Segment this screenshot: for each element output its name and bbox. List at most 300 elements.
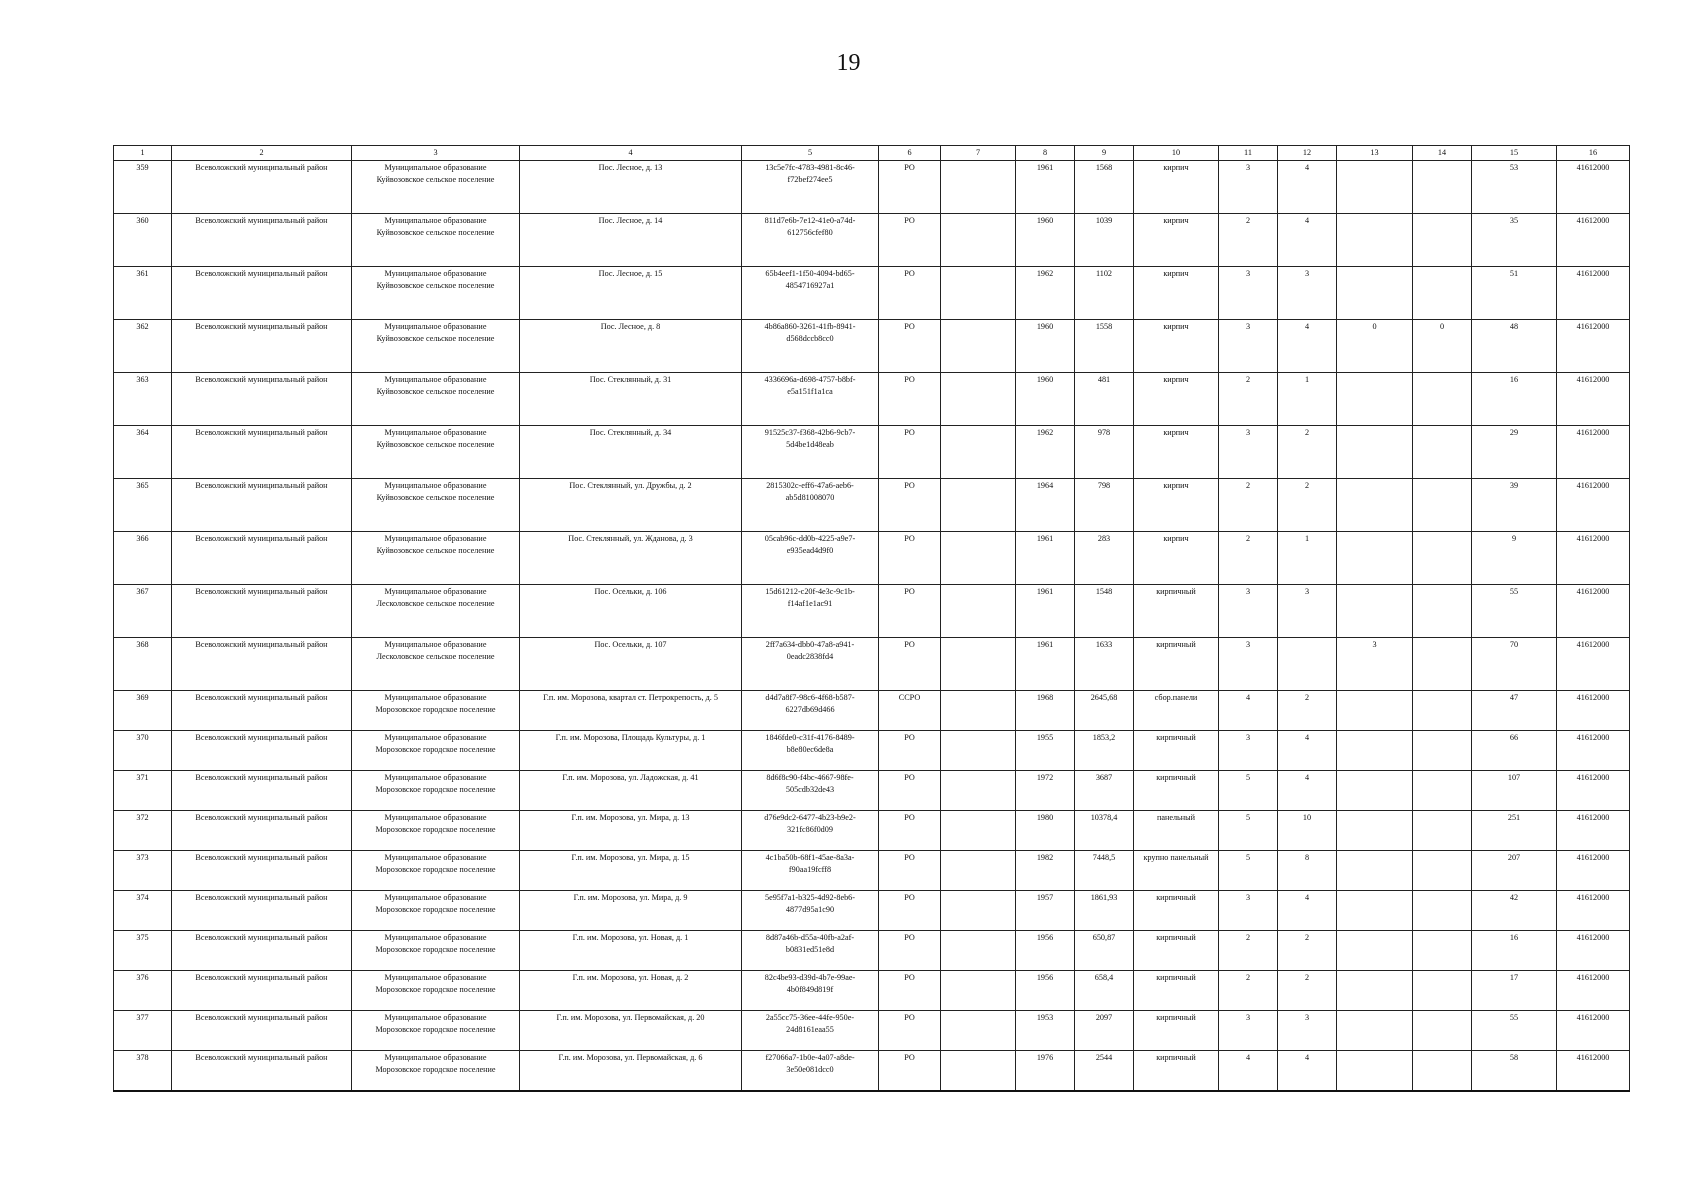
table-cell: [941, 1011, 1016, 1051]
table-cell: [941, 479, 1016, 532]
table-cell: 4: [1278, 320, 1337, 373]
cell-line: 4c1ba50b-68f1-45ae-8a3a-: [765, 853, 855, 862]
table-row: [114, 771, 1630, 811]
table-cell: кирпичный: [1134, 891, 1219, 931]
table-cell: 5: [1219, 851, 1278, 891]
table-cell: кирпичный: [1134, 638, 1219, 691]
column-header: 6: [879, 146, 941, 161]
table-cell: [742, 731, 879, 771]
cell-line: 91525c37-f368-42b6-9cb7-: [764, 428, 856, 437]
table-cell: 1: [1278, 532, 1337, 585]
table-row: [114, 161, 1630, 214]
cell-line: Куйвозовское сельское поселение: [376, 281, 495, 290]
table-cell: 70: [1472, 638, 1557, 691]
table-cell: Всеволожский муниципальный район: [172, 731, 352, 771]
cell-line: 24d8161eaa55: [786, 1025, 834, 1034]
table-cell: [352, 161, 520, 214]
table-cell: 3: [1219, 638, 1278, 691]
table-cell: 4: [1278, 161, 1337, 214]
table-cell: 2097: [1075, 1011, 1134, 1051]
table-cell: 2645,68: [1075, 691, 1134, 731]
table-cell: [1337, 532, 1413, 585]
table-cell: 3: [1219, 426, 1278, 479]
table-cell: 369: [114, 691, 172, 731]
table-cell: Пос. Лесное, д. 13: [520, 161, 742, 214]
table-cell: [352, 1011, 520, 1051]
table-cell: 5: [1219, 771, 1278, 811]
cell-line: Куйвозовское сельское поселение: [376, 440, 495, 449]
cell-line: f14af1e1ac91: [787, 599, 833, 608]
table-cell: [352, 851, 520, 891]
table-cell: 207: [1472, 851, 1557, 891]
table-cell: 7448,5: [1075, 851, 1134, 891]
table-cell: кирпич: [1134, 532, 1219, 585]
table-cell: [742, 771, 879, 811]
table-cell: РО: [879, 320, 941, 373]
table-cell: 3687: [1075, 771, 1134, 811]
table-cell: [742, 267, 879, 320]
table-cell: [941, 851, 1016, 891]
table-cell: [1337, 479, 1413, 532]
table-cell: 41612000: [1557, 731, 1630, 771]
table-cell: 1960: [1016, 373, 1075, 426]
table-cell: 366: [114, 532, 172, 585]
table-cell: [1413, 373, 1472, 426]
cell-line: Муниципальное образование: [384, 269, 487, 278]
cell-line: 2815302c-eff6-47a6-aeb6-: [766, 481, 854, 490]
table-cell: 371: [114, 771, 172, 811]
table-cell: 1633: [1075, 638, 1134, 691]
table-cell: 53: [1472, 161, 1557, 214]
table-cell: 1961: [1016, 638, 1075, 691]
table-cell: 362: [114, 320, 172, 373]
cell-line: 4b0f849d819f: [786, 985, 834, 994]
table-cell: сбор.панели: [1134, 691, 1219, 731]
table-cell: [742, 931, 879, 971]
page-number: 19: [836, 50, 861, 76]
table-row: [114, 971, 1630, 1011]
table-cell: Всеволожский муниципальный район: [172, 479, 352, 532]
table-cell: 4: [1278, 731, 1337, 771]
table-cell: 41612000: [1557, 161, 1630, 214]
cell-line: Морозовское городское поселение: [375, 1065, 496, 1074]
table-cell: 658,4: [1075, 971, 1134, 1011]
table-cell: 3: [1219, 731, 1278, 771]
cell-line: Муниципальное образование: [384, 733, 487, 742]
table-cell: 41612000: [1557, 971, 1630, 1011]
table-cell: [352, 585, 520, 638]
table-cell: РО: [879, 731, 941, 771]
table-cell: 55: [1472, 1011, 1557, 1051]
table-cell: Всеволожский муниципальный район: [172, 811, 352, 851]
table-cell: Пос. Стеклянный, д. 34: [520, 426, 742, 479]
table-cell: 4: [1219, 1051, 1278, 1092]
cell-line: 4877d95a1c90: [785, 905, 835, 914]
table-cell: Всеволожский муниципальный район: [172, 1051, 352, 1092]
cell-line: f72bef274ee5: [787, 175, 833, 184]
cell-line: Муниципальное образование: [384, 853, 487, 862]
table-cell: панельный: [1134, 811, 1219, 851]
table-cell: 1548: [1075, 585, 1134, 638]
table-cell: 367: [114, 585, 172, 638]
table-cell: [1337, 585, 1413, 638]
table-cell: Пос. Лесное, д. 8: [520, 320, 742, 373]
cell-line: ab5d81008070: [785, 493, 835, 502]
table-cell: кирпич: [1134, 479, 1219, 532]
table-cell: [1413, 891, 1472, 931]
table-cell: [742, 479, 879, 532]
table-cell: 798: [1075, 479, 1134, 532]
table-cell: 41612000: [1557, 638, 1630, 691]
table-cell: 1960: [1016, 214, 1075, 267]
cell-line: 4336696a-d698-4757-b8bf-: [764, 375, 856, 384]
cell-line: Куйвозовское сельское поселение: [376, 334, 495, 343]
table-cell: [1413, 851, 1472, 891]
cell-line: 505cdb32de43: [785, 785, 835, 794]
cell-line: Муниципальное образование: [384, 375, 487, 384]
table-cell: [352, 891, 520, 931]
cell-line: Лесколовское сельское поселение: [376, 652, 495, 661]
table-cell: 107: [1472, 771, 1557, 811]
table-cell: 41612000: [1557, 532, 1630, 585]
table-cell: 1853,2: [1075, 731, 1134, 771]
table-cell: 2: [1278, 691, 1337, 731]
table-cell: 374: [114, 891, 172, 931]
table-cell: 17: [1472, 971, 1557, 1011]
table-cell: 372: [114, 811, 172, 851]
table-cell: [742, 811, 879, 851]
table-cell: 2: [1219, 971, 1278, 1011]
table-cell: кирпич: [1134, 267, 1219, 320]
cell-line: 1846fde0-c31f-4176-8489-: [765, 733, 855, 742]
table-cell: 3: [1278, 267, 1337, 320]
table-cell: [742, 1051, 879, 1092]
table-cell: Пос. Лесное, д. 14: [520, 214, 742, 267]
table-cell: [1337, 811, 1413, 851]
table-cell: [352, 731, 520, 771]
cell-line: e5a151f1a1ca: [787, 387, 833, 396]
table-row: [114, 426, 1630, 479]
table-cell: 41612000: [1557, 771, 1630, 811]
table-cell: 2: [1219, 479, 1278, 532]
column-header: 8: [1016, 146, 1075, 161]
table-cell: 3: [1278, 585, 1337, 638]
table-cell: 41612000: [1557, 811, 1630, 851]
table-cell: Всеволожский муниципальный район: [172, 891, 352, 931]
cell-line: Муниципальное образование: [384, 640, 487, 649]
cell-line: 3e50e081dcc0: [786, 1065, 834, 1074]
table-cell: [941, 731, 1016, 771]
table-cell: 1972: [1016, 771, 1075, 811]
cell-line: Морозовское городское поселение: [375, 705, 496, 714]
table-cell: 360: [114, 214, 172, 267]
table-cell: [1337, 214, 1413, 267]
table-cell: [1413, 811, 1472, 851]
table-cell: кирпичный: [1134, 1011, 1219, 1051]
table-cell: [1337, 931, 1413, 971]
table-cell: Г.п. им. Морозова, ул. Новая, д. 2: [520, 971, 742, 1011]
table-cell: РО: [879, 267, 941, 320]
column-header: 12: [1278, 146, 1337, 161]
table-cell: Г.п. им. Морозова, ул. Новая, д. 1: [520, 931, 742, 971]
table-cell: 370: [114, 731, 172, 771]
table-cell: 377: [114, 1011, 172, 1051]
table-cell: Всеволожский муниципальный район: [172, 214, 352, 267]
table-cell: 3: [1219, 585, 1278, 638]
table-cell: [352, 479, 520, 532]
table-cell: [742, 214, 879, 267]
table-cell: 4: [1278, 891, 1337, 931]
table-cell: 47: [1472, 691, 1557, 731]
table-cell: Всеволожский муниципальный район: [172, 691, 352, 731]
cell-line: Морозовское городское поселение: [375, 745, 496, 754]
cell-line: f27066a7-1b0e-4a07-a8de-: [765, 1053, 855, 1062]
table-cell: 1039: [1075, 214, 1134, 267]
column-header: 1: [114, 146, 172, 161]
table-cell: [352, 373, 520, 426]
table-cell: 41612000: [1557, 373, 1630, 426]
cell-line: f90aa19fcff8: [788, 865, 832, 874]
table-cell: РО: [879, 891, 941, 931]
table-cell: [1337, 267, 1413, 320]
table-body: [114, 161, 1630, 1092]
table-cell: 16: [1472, 373, 1557, 426]
table-cell: Всеволожский муниципальный район: [172, 320, 352, 373]
table-cell: [742, 638, 879, 691]
table-cell: Всеволожский муниципальный район: [172, 771, 352, 811]
table-cell: [742, 532, 879, 585]
table-cell: 51: [1472, 267, 1557, 320]
cell-line: d568dccb8cc0: [786, 334, 834, 343]
table-cell: 3: [1219, 267, 1278, 320]
table-cell: [941, 373, 1016, 426]
table-cell: 41612000: [1557, 479, 1630, 532]
table-cell: 3: [1219, 1011, 1278, 1051]
cell-line: d4d7a8f7-98c6-4f68-b587-: [765, 693, 855, 702]
table-cell: 10: [1278, 811, 1337, 851]
table-cell: 3: [1219, 320, 1278, 373]
table-cell: [941, 638, 1016, 691]
table-cell: РО: [879, 585, 941, 638]
table-cell: Всеволожский муниципальный район: [172, 1011, 352, 1051]
table-cell: РО: [879, 373, 941, 426]
table-cell: кирпичный: [1134, 585, 1219, 638]
table-cell: [1413, 426, 1472, 479]
table-cell: 0: [1337, 320, 1413, 373]
table-cell: РО: [879, 479, 941, 532]
cell-line: Муниципальное образование: [384, 693, 487, 702]
table-cell: 368: [114, 638, 172, 691]
table-cell: 359: [114, 161, 172, 214]
table-cell: [1413, 532, 1472, 585]
cell-line: Муниципальное образование: [384, 1053, 487, 1062]
table-cell: 41612000: [1557, 1011, 1630, 1051]
table-cell: 4: [1219, 691, 1278, 731]
table-cell: Пос. Лесное, д. 15: [520, 267, 742, 320]
cell-line: Муниципальное образование: [384, 322, 487, 331]
table-cell: [352, 214, 520, 267]
table-cell: 1962: [1016, 267, 1075, 320]
cell-line: Куйвозовское сельское поселение: [376, 387, 495, 396]
table-cell: [742, 891, 879, 931]
table-row: [114, 851, 1630, 891]
table-cell: 361: [114, 267, 172, 320]
table-cell: [941, 161, 1016, 214]
table-cell: кирпич: [1134, 373, 1219, 426]
cell-line: b0831ed51e8d: [785, 945, 835, 954]
cell-line: 811d7e6b-7e12-41e0-a74d-: [764, 216, 856, 225]
table-cell: [742, 320, 879, 373]
table-cell: [742, 585, 879, 638]
cell-line: Морозовское городское поселение: [375, 785, 496, 794]
cell-line: 0eadc2838fd4: [786, 652, 834, 661]
table-cell: Пос. Стеклянный, ул. Жданова, д. 3: [520, 532, 742, 585]
cell-line: Муниципальное образование: [384, 973, 487, 982]
cell-line: Куйвозовское сельское поселение: [376, 493, 495, 502]
table-cell: 1982: [1016, 851, 1075, 891]
cell-line: Муниципальное образование: [384, 933, 487, 942]
cell-line: Куйвозовское сельское поселение: [376, 546, 495, 555]
table-cell: 42: [1472, 891, 1557, 931]
table-cell: [941, 214, 1016, 267]
table-cell: [1413, 931, 1472, 971]
table-cell: [941, 971, 1016, 1011]
table-cell: [1337, 1011, 1413, 1051]
cell-line: 2a55cc75-36ee-44fe-950e-: [765, 1013, 855, 1022]
cell-line: Муниципальное образование: [384, 773, 487, 782]
table-cell: Г.п. им. Морозова, ул. Мира, д. 13: [520, 811, 742, 851]
column-header: 11: [1219, 146, 1278, 161]
cell-line: Муниципальное образование: [384, 893, 487, 902]
table-cell: [941, 585, 1016, 638]
cell-line: 5d4be1d48eab: [786, 440, 834, 449]
column-number-row: [114, 146, 1630, 161]
table-cell: [352, 971, 520, 1011]
table-cell: [742, 426, 879, 479]
cell-line: 4854716927a1: [785, 281, 835, 290]
table-cell: [1413, 585, 1472, 638]
cell-line: e935ead4d9f0: [786, 546, 834, 555]
table-cell: Всеволожский муниципальный район: [172, 638, 352, 691]
table-row: [114, 532, 1630, 585]
column-header: 3: [352, 146, 520, 161]
table-cell: [1278, 638, 1337, 691]
table-cell: 1976: [1016, 1051, 1075, 1092]
table-cell: [1337, 373, 1413, 426]
table-cell: кирпич: [1134, 426, 1219, 479]
cell-line: Лесколовское сельское поселение: [376, 599, 495, 608]
table-cell: РО: [879, 811, 941, 851]
table-cell: Всеволожский муниципальный район: [172, 161, 352, 214]
table-cell: 3: [1219, 891, 1278, 931]
table-row: [114, 931, 1630, 971]
cell-line: 13c5e7fc-4783-4981-8c46-: [765, 163, 855, 172]
cell-line: 05cab96c-dd0b-4225-a9e7-: [764, 534, 856, 543]
table-row: [114, 1011, 1630, 1051]
column-header: 10: [1134, 146, 1219, 161]
table-cell: кирпич: [1134, 161, 1219, 214]
table-cell: 16: [1472, 931, 1557, 971]
table-cell: [941, 320, 1016, 373]
table-cell: 1980: [1016, 811, 1075, 851]
cell-line: Морозовское городское поселение: [375, 905, 496, 914]
table-cell: 29: [1472, 426, 1557, 479]
table-cell: РО: [879, 1011, 941, 1051]
table-cell: Пос. Осельки, д. 106: [520, 585, 742, 638]
table-cell: 2: [1278, 971, 1337, 1011]
table-cell: [1337, 731, 1413, 771]
table-cell: 1961: [1016, 532, 1075, 585]
table-cell: 251: [1472, 811, 1557, 851]
table-cell: 3: [1337, 638, 1413, 691]
table-cell: РО: [879, 426, 941, 479]
table-cell: [1337, 771, 1413, 811]
table-cell: Г.п. им. Морозова, ул. Первомайская, д. 20: [520, 1011, 742, 1051]
column-header: 15: [1472, 146, 1557, 161]
table-cell: 481: [1075, 373, 1134, 426]
table-cell: РО: [879, 638, 941, 691]
table-cell: 2: [1278, 426, 1337, 479]
cell-line: 65b4eef1-1f50-4094-bd65-: [765, 269, 855, 278]
table-cell: кирпичный: [1134, 731, 1219, 771]
table-cell: Всеволожский муниципальный район: [172, 373, 352, 426]
cell-line: 6227db69d466: [785, 705, 835, 714]
table-cell: Г.п. им. Морозова, ул. Мира, д. 15: [520, 851, 742, 891]
table-cell: [1413, 1051, 1472, 1092]
table-cell: 376: [114, 971, 172, 1011]
cell-line: 82c4be93-d39d-4b7e-99ae-: [764, 973, 856, 982]
table-row: [114, 320, 1630, 373]
table-row: [114, 731, 1630, 771]
table-cell: Пос. Стеклянный, ул. Дружбы, д. 2: [520, 479, 742, 532]
table-cell: Г.п. им. Морозова, квартал ст. Петрокрепость, д. 5: [520, 691, 742, 731]
column-header: 14: [1413, 146, 1472, 161]
table-cell: Г.п. им. Морозова, ул. Первомайская, д. 6: [520, 1051, 742, 1092]
table-cell: [1413, 771, 1472, 811]
cell-line: 612756cfef80: [787, 228, 833, 237]
table-row: [114, 479, 1630, 532]
table-row: [114, 891, 1630, 931]
table-cell: 55: [1472, 585, 1557, 638]
table-cell: [352, 691, 520, 731]
table-cell: [742, 1011, 879, 1051]
table-cell: 1962: [1016, 426, 1075, 479]
table-cell: [352, 532, 520, 585]
table-cell: [352, 426, 520, 479]
table-cell: 9: [1472, 532, 1557, 585]
table-cell: [941, 811, 1016, 851]
cell-line: Муниципальное образование: [384, 216, 487, 225]
cell-line: Куйвозовское сельское поселение: [376, 175, 495, 184]
table-cell: кирпичный: [1134, 771, 1219, 811]
table-cell: 4: [1278, 771, 1337, 811]
table-cell: 2: [1219, 214, 1278, 267]
table-cell: [941, 1051, 1016, 1092]
table-cell: [352, 1051, 520, 1092]
table-cell: 650,87: [1075, 931, 1134, 971]
table-cell: [1337, 691, 1413, 731]
cell-line: Муниципальное образование: [384, 813, 487, 822]
table-cell: 41612000: [1557, 214, 1630, 267]
table-cell: 1956: [1016, 971, 1075, 1011]
table-cell: Всеволожский муниципальный район: [172, 267, 352, 320]
cell-line: Муниципальное образование: [384, 587, 487, 596]
table-cell: [1413, 691, 1472, 731]
table-row: [114, 1051, 1630, 1092]
table-cell: [352, 811, 520, 851]
cell-line: Муниципальное образование: [384, 1013, 487, 1022]
table-cell: Пос. Осельки, д. 107: [520, 638, 742, 691]
